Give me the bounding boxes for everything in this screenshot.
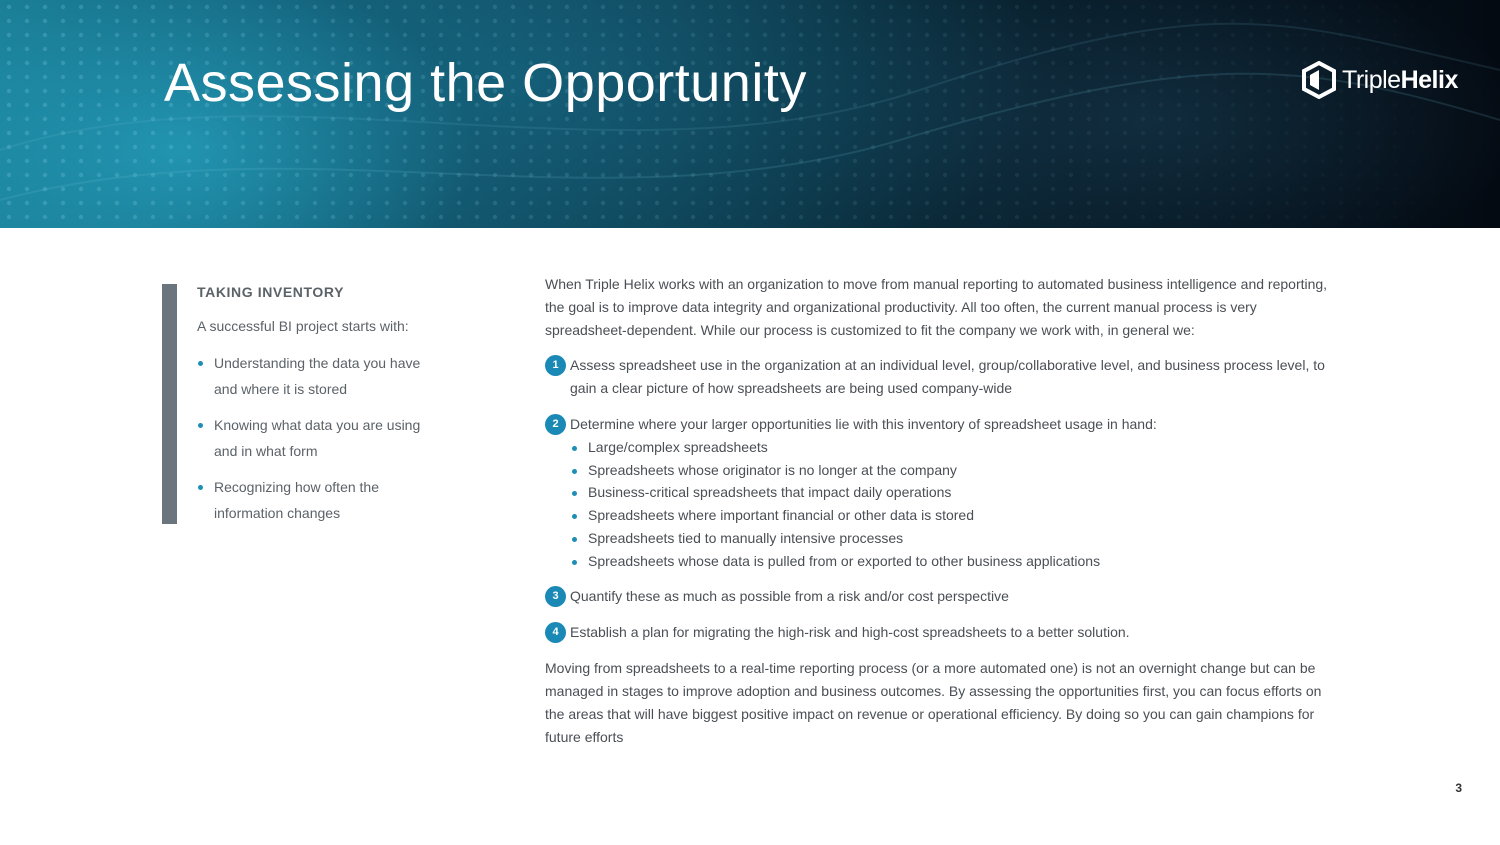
sidebar-heading: TAKING INVENTORY <box>197 284 345 300</box>
company-logo <box>1302 60 1458 100</box>
triple-helix-logo-icon <box>1302 61 1336 99</box>
sidebar-list-item: Recognizing how often the information changes <box>197 474 457 526</box>
sidebar-list <box>197 350 457 536</box>
step-number-badge: 1 <box>545 355 566 376</box>
step-text: Assess spreadsheet use in the organization at an individual level, group/collaborative level, and business process level, to gain a clear picture of how spreadsheets are being used company-wide <box>570 357 1325 396</box>
step-1 <box>545 354 1335 400</box>
mesh-background-graphic <box>0 0 1500 228</box>
bullet-icon <box>572 446 577 451</box>
intro-paragraph: When Triple Helix works with an organization to move from manual reporting to automated business intelligence and reporting, the goal is to improve data integrity and organizational productivity. All too often, the current manual process is very spreadsheet-dependent. While our process is customized to fit the company we work with, in general we: <box>545 276 1328 338</box>
criteria-item: Business-critical spreadsheets that impact daily operations <box>570 481 1335 504</box>
closing-paragraph: Moving from spreadsheets to a real-time reporting process (or a more automated one) is not an overnight change but can be managed in stages to improve adoption and business outcomes. By assessing the opportunities first, you can focus efforts on the areas that will have biggest positive impact on revenue or operational efficiency. By doing so you can gain champions for future efforts <box>545 660 1322 746</box>
sidebar-intro: A successful BI project starts with: <box>197 318 409 334</box>
criteria-item: Spreadsheets where important financial or other data is stored <box>570 504 1335 527</box>
step-text: Quantify these as much as possible from a risk and/or cost perspective <box>570 588 1009 605</box>
page-number: 3 <box>1455 781 1462 795</box>
step-number-badge: 3 <box>545 586 566 607</box>
sidebar-list-item: Understanding the data you have and where it is stored <box>197 350 457 402</box>
header-banner <box>0 0 1500 228</box>
logo-wordmark: TripleHelix <box>1342 65 1458 94</box>
bullet-icon <box>572 491 577 496</box>
criteria-item: Spreadsheets whose originator is no longer at the company <box>570 459 1335 482</box>
bullet-icon <box>572 560 577 565</box>
step-2 <box>545 413 1335 572</box>
page-title: Assessing the Opportunity <box>164 53 807 113</box>
bullet-icon <box>198 423 203 428</box>
step-number-badge: 4 <box>545 622 566 643</box>
step-3 <box>545 585 1335 608</box>
spreadsheet-criteria-list <box>570 436 1335 572</box>
taking-inventory-sidebar <box>162 284 462 524</box>
sidebar-list-item: Knowing what data you are using and in what form <box>197 412 457 464</box>
bullet-icon <box>572 537 577 542</box>
bullet-icon <box>572 469 577 474</box>
criteria-item: Large/complex spreadsheets <box>570 436 1335 459</box>
sidebar-accent-bar <box>162 284 177 524</box>
step-4 <box>545 621 1335 644</box>
criteria-item: Spreadsheets whose data is pulled from or exported to other business applications <box>570 550 1335 573</box>
step-text: Establish a plan for migrating the high-risk and high-cost spreadsheets to a better solution. <box>570 624 1130 641</box>
criteria-item: Spreadsheets tied to manually intensive processes <box>570 527 1335 550</box>
bullet-icon <box>198 361 203 366</box>
bullet-icon <box>572 514 577 519</box>
step-text: Determine where your larger opportunities lie with this inventory of spreadsheet usage in hand: <box>570 416 1157 432</box>
step-number-badge: 2 <box>545 414 566 435</box>
bullet-icon <box>198 485 203 490</box>
main-content <box>545 273 1335 749</box>
